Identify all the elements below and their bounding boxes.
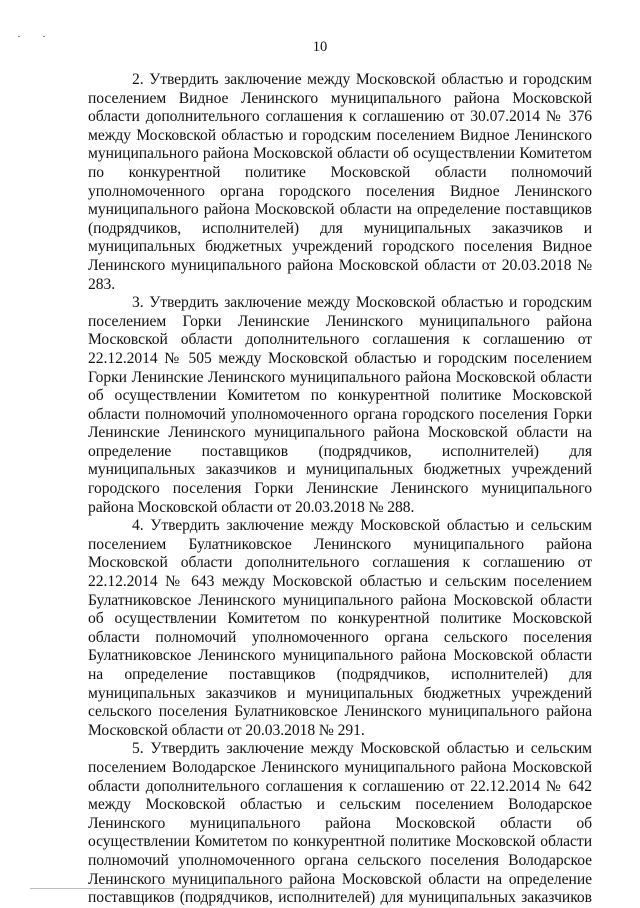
- paragraph-item-4: 4. Утвердить заключение между Московской областью и сельским поселением Булатниковское Ленинского муниципального района Московской области дополнительного соглашения к соглашению от 22.12.2014 № 643 между Московской областью и сельским поселением Булатниковское Ленинского муниципального района Московской области об осуществлении Комитетом по конкурентной политике Московской области полномочий уполномоченного органа сельского поселения Булатниковское Ленинского муниципального района Московской области на определение поставщиков (подрядчиков, исполнителей) для муниципальных заказчиков и муниципальных бюджетных учреждений сельского поселения Булатниковское Ленинского муниципального района Московской области от 20.03.2018 № 291.: [88, 517, 592, 739]
- bottom-divider-faint: [315, 888, 335, 889]
- document-body: [88, 71, 592, 908]
- scan-artifact: [18, 36, 20, 37]
- scan-artifact: [43, 36, 45, 37]
- paragraph-item-5: 5. Утвердить заключение между Московской областью и сельским поселением Володарское Ленинского муниципального района Московской области дополнительного соглашения к соглашению от 22.12.2014 № 642 между Московской областью и сельским поселением Володарское Ленинского муниципального района Московской области об осуществлении Комитетом по конкурентной политике Московской области полномочий уполномоченного органа сельского поселения Володарское Ленинского муниципального района Московской области на определение поставщиков (подрядчиков, исполнителей) для муниципальных заказчиков: [88, 740, 592, 907]
- page-number: 10: [312, 39, 328, 55]
- paragraph-item-3: 3. Утвердить заключение между Московской областью и городским поселением Горки Ленинские Ленинского муниципального района Московской области дополнительного соглашения к соглашению от 22.12.2014 № 505 между Московской областью и городским поселением Горки Ленинские Ленинского муниципального района Московской области об осуществлении Комитетом по конкурентной политике Московской области полномочий уполномоченного органа городского поселения Горки Ленинские Ленинского муниципального района Московской области на определение поставщиков (подрядчиков, исполнителей) для муниципальных заказчиков и муниципальных бюджетных учреждений городского поселения Горки Ленинские Ленинского муниципального района Московской области от 20.03.2018 № 288.: [88, 294, 592, 516]
- paragraph-item-2: 2. Утвердить заключение между Московской областью и городским поселением Видное Ленинского муниципального района Московской области дополнительного соглашения к соглашению от 30.07.2014 № 376 между Московской областью и городским поселением Видное Ленинского муниципального района Московской области об осуществлении Комитетом по конкурентной политике Московской области полномочий уполномоченного органа городского поселения Видное Ленинского муниципального района Московской области на определение поставщиков (подрядчиков, исполнителей) для муниципальных заказчиков и муниципальных бюджетных учреждений городского поселения Видное Ленинского муниципального района Московской области от 20.03.2018 № 283.: [88, 71, 592, 293]
- bottom-divider: [30, 888, 315, 889]
